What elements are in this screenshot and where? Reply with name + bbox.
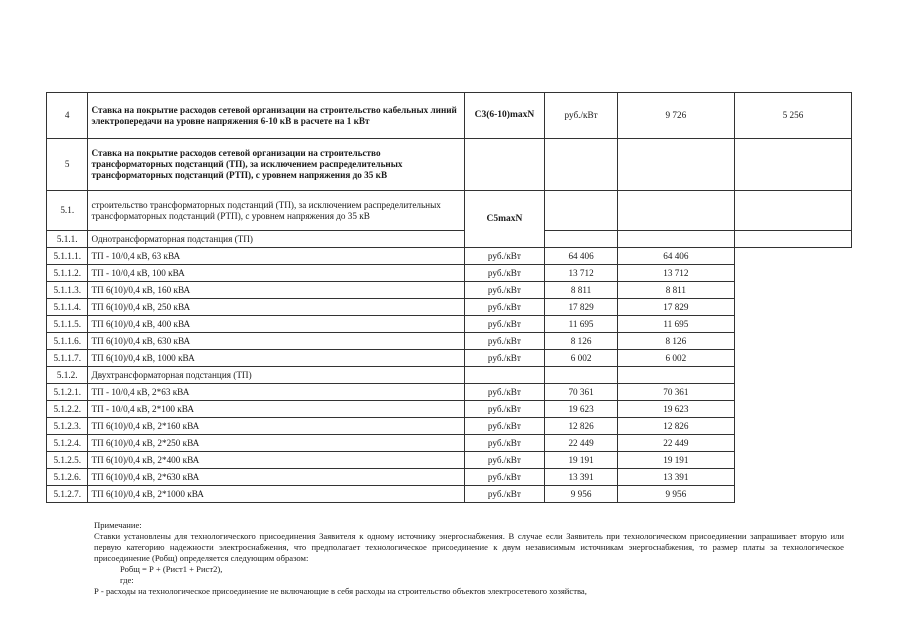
row-number: 4 <box>47 93 88 139</box>
row-number: 5.1.1.5. <box>47 316 88 333</box>
empty-cell <box>617 139 734 191</box>
value-cell: 6 002 <box>617 350 734 367</box>
unit-cell: руб./кВт <box>464 435 545 452</box>
unit-cell: руб./кВт <box>464 350 545 367</box>
value-cell: 9 956 <box>617 486 734 503</box>
note-paragraph: Ставки установлены для технологического присоединения Заявителя к одному источнику энергоснабжения. В случае если Заявитель при технологическом присоединении запрашивает вторую или первую категорию надежности электроснабжения, что предполагает технологическое присоединение к двум независимым источникам энергоснабжения, то размер платы за технологическое присоединение (Робщ) определяется следующим образом: <box>94 531 844 563</box>
table-row <box>47 367 852 384</box>
value-cell: 8 126 <box>617 333 734 350</box>
row-description: ТП 6(10)/0,4 кВ, 2*250 кВА <box>88 435 464 452</box>
unit-cell: руб./кВт <box>464 486 545 503</box>
empty-cell <box>545 139 618 191</box>
note-where: где: <box>120 575 134 585</box>
unit-cell: руб./кВт <box>464 248 545 265</box>
value-cell: 12 826 <box>617 418 734 435</box>
table-row <box>47 316 852 333</box>
value-cell: 9 726 <box>617 93 734 139</box>
row-description: ТП - 10/0,4 кВ, 100 кВА <box>88 265 464 282</box>
table-row <box>47 139 852 191</box>
empty-cell <box>545 367 618 384</box>
table-row <box>47 418 852 435</box>
row-number: 5.1.2.6. <box>47 469 88 486</box>
row-number: 5.1.1.1. <box>47 248 88 265</box>
row-number: 5.1.1. <box>47 231 88 248</box>
row-description: ТП 6(10)/0,4 кВ, 250 кВА <box>88 299 464 316</box>
table-row <box>47 452 852 469</box>
value-cell: 19 623 <box>545 401 618 418</box>
row-number: 5.1.2. <box>47 367 88 384</box>
row-description: Ставка на покрытие расходов сетевой организации на строительство трансформаторных подстанций (ТП), за исключением распределительных трансформаторных подстанций (РТП), с уровнем напряжения до 35 кВ <box>88 139 464 191</box>
value-cell: 13 391 <box>545 469 618 486</box>
value-cell: 13 391 <box>617 469 734 486</box>
unit-cell: руб./кВт <box>464 299 545 316</box>
unit-cell: руб./кВт <box>545 93 618 139</box>
empty-cell <box>617 231 734 248</box>
unit-cell: руб./кВт <box>464 469 545 486</box>
table-row <box>47 435 852 452</box>
table-row <box>47 486 852 503</box>
row-number: 5.1.2.2. <box>47 401 88 418</box>
note-definition: Р - расходы на технологическое присоединение не включающие в себя расходы на строительство объектов электросетевого хозяйства, <box>94 586 587 596</box>
unit-cell: руб./кВт <box>464 401 545 418</box>
row-description: ТП 6(10)/0,4 кВ, 1000 кВА <box>88 350 464 367</box>
table-row <box>47 384 852 401</box>
unit-cell: руб./кВт <box>464 282 545 299</box>
value-cell: 19 191 <box>617 452 734 469</box>
row-number: 5.1.2.3. <box>47 418 88 435</box>
value-cell: 22 449 <box>617 435 734 452</box>
unit-cell: руб./кВт <box>464 452 545 469</box>
row-description: Ставка на покрытие расходов сетевой организации на строительство кабельных линий электропередачи на уровне напряжения 6-10 кВ в расчете на 1 кВт <box>88 93 464 139</box>
table-row <box>47 93 852 139</box>
row-description: ТП 6(10)/0,4 кВ, 630 кВА <box>88 333 464 350</box>
empty-cell <box>734 139 851 191</box>
value-cell: 64 406 <box>617 248 734 265</box>
value-cell: 9 956 <box>545 486 618 503</box>
row-description: Однотрансформаторная подстанция (ТП) <box>88 231 464 248</box>
rate-code: С3(6-10)maxN <box>464 93 545 139</box>
table-row <box>47 191 852 231</box>
table-row <box>47 299 852 316</box>
empty-cell <box>617 191 734 231</box>
table-row <box>47 469 852 486</box>
note-section <box>94 520 844 597</box>
row-description: ТП 6(10)/0,4 кВ, 2*630 кВА <box>88 469 464 486</box>
row-number: 5.1.1.7. <box>47 350 88 367</box>
value-cell: 11 695 <box>617 316 734 333</box>
unit-cell: руб./кВт <box>464 265 545 282</box>
note-title: Примечание: <box>94 520 142 530</box>
value-cell: 17 829 <box>617 299 734 316</box>
row-number: 5.1.1.3. <box>47 282 88 299</box>
table-row <box>47 265 852 282</box>
row-description: ТП 6(10)/0,4 кВ, 400 кВА <box>88 316 464 333</box>
empty-cell <box>545 191 618 231</box>
value-cell: 19 623 <box>617 401 734 418</box>
table-row <box>47 333 852 350</box>
row-description: ТП 6(10)/0,4 кВ, 2*160 кВА <box>88 418 464 435</box>
row-number: 5.1.1.6. <box>47 333 88 350</box>
empty-cell <box>464 367 545 384</box>
value-cell: 8 126 <box>545 333 618 350</box>
row-number: 5 <box>47 139 88 191</box>
row-number: 5.1.1.4. <box>47 299 88 316</box>
row-number: 5.1. <box>47 191 88 231</box>
row-description: ТП 6(10)/0,4 кВ, 2*400 кВА <box>88 452 464 469</box>
row-description: ТП - 10/0,4 кВ, 2*100 кВА <box>88 401 464 418</box>
rate-code: С5maxN <box>464 191 545 248</box>
value-cell: 22 449 <box>545 435 618 452</box>
value-cell: 13 712 <box>545 265 618 282</box>
row-description: строительство трансформаторных подстанций (ТП), за исключением распределительных трансформаторных подстанций (РТП), с уровнем напряжения до 35 кВ <box>88 191 464 231</box>
unit-cell: руб./кВт <box>464 316 545 333</box>
table-row <box>47 350 852 367</box>
empty-cell <box>464 139 545 191</box>
table-row <box>47 231 852 248</box>
value-cell: 13 712 <box>617 265 734 282</box>
table-row <box>47 248 852 265</box>
value-cell: 11 695 <box>545 316 618 333</box>
value-cell: 17 829 <box>545 299 618 316</box>
value-cell: 6 002 <box>545 350 618 367</box>
empty-cell <box>734 191 851 231</box>
value-cell: 64 406 <box>545 248 618 265</box>
row-description: ТП 6(10)/0,4 кВ, 160 кВА <box>88 282 464 299</box>
value-cell: 19 191 <box>545 452 618 469</box>
row-description: Двухтрансформаторная подстанция (ТП) <box>88 367 464 384</box>
table-row <box>47 282 852 299</box>
row-description: ТП - 10/0,4 кВ, 63 кВА <box>88 248 464 265</box>
value-cell: 8 811 <box>617 282 734 299</box>
value-cell: 12 826 <box>545 418 618 435</box>
value-cell: 5 256 <box>734 93 851 139</box>
row-description: ТП - 10/0,4 кВ, 2*63 кВА <box>88 384 464 401</box>
unit-cell: руб./кВт <box>464 333 545 350</box>
row-number: 5.1.1.2. <box>47 265 88 282</box>
row-number: 5.1.2.5. <box>47 452 88 469</box>
note-formula: Робщ = Р + (Рист1 + Рист2), <box>120 564 223 574</box>
row-number: 5.1.2.4. <box>47 435 88 452</box>
value-cell: 8 811 <box>545 282 618 299</box>
empty-cell <box>734 231 851 248</box>
empty-cell <box>545 231 618 248</box>
value-cell: 70 361 <box>545 384 618 401</box>
value-cell: 70 361 <box>617 384 734 401</box>
table-row <box>47 401 852 418</box>
unit-cell: руб./кВт <box>464 418 545 435</box>
tariff-table <box>46 92 852 503</box>
row-number: 5.1.2.1. <box>47 384 88 401</box>
empty-cell <box>617 367 734 384</box>
row-description: ТП 6(10)/0,4 кВ, 2*1000 кВА <box>88 486 464 503</box>
row-number: 5.1.2.7. <box>47 486 88 503</box>
unit-cell: руб./кВт <box>464 384 545 401</box>
